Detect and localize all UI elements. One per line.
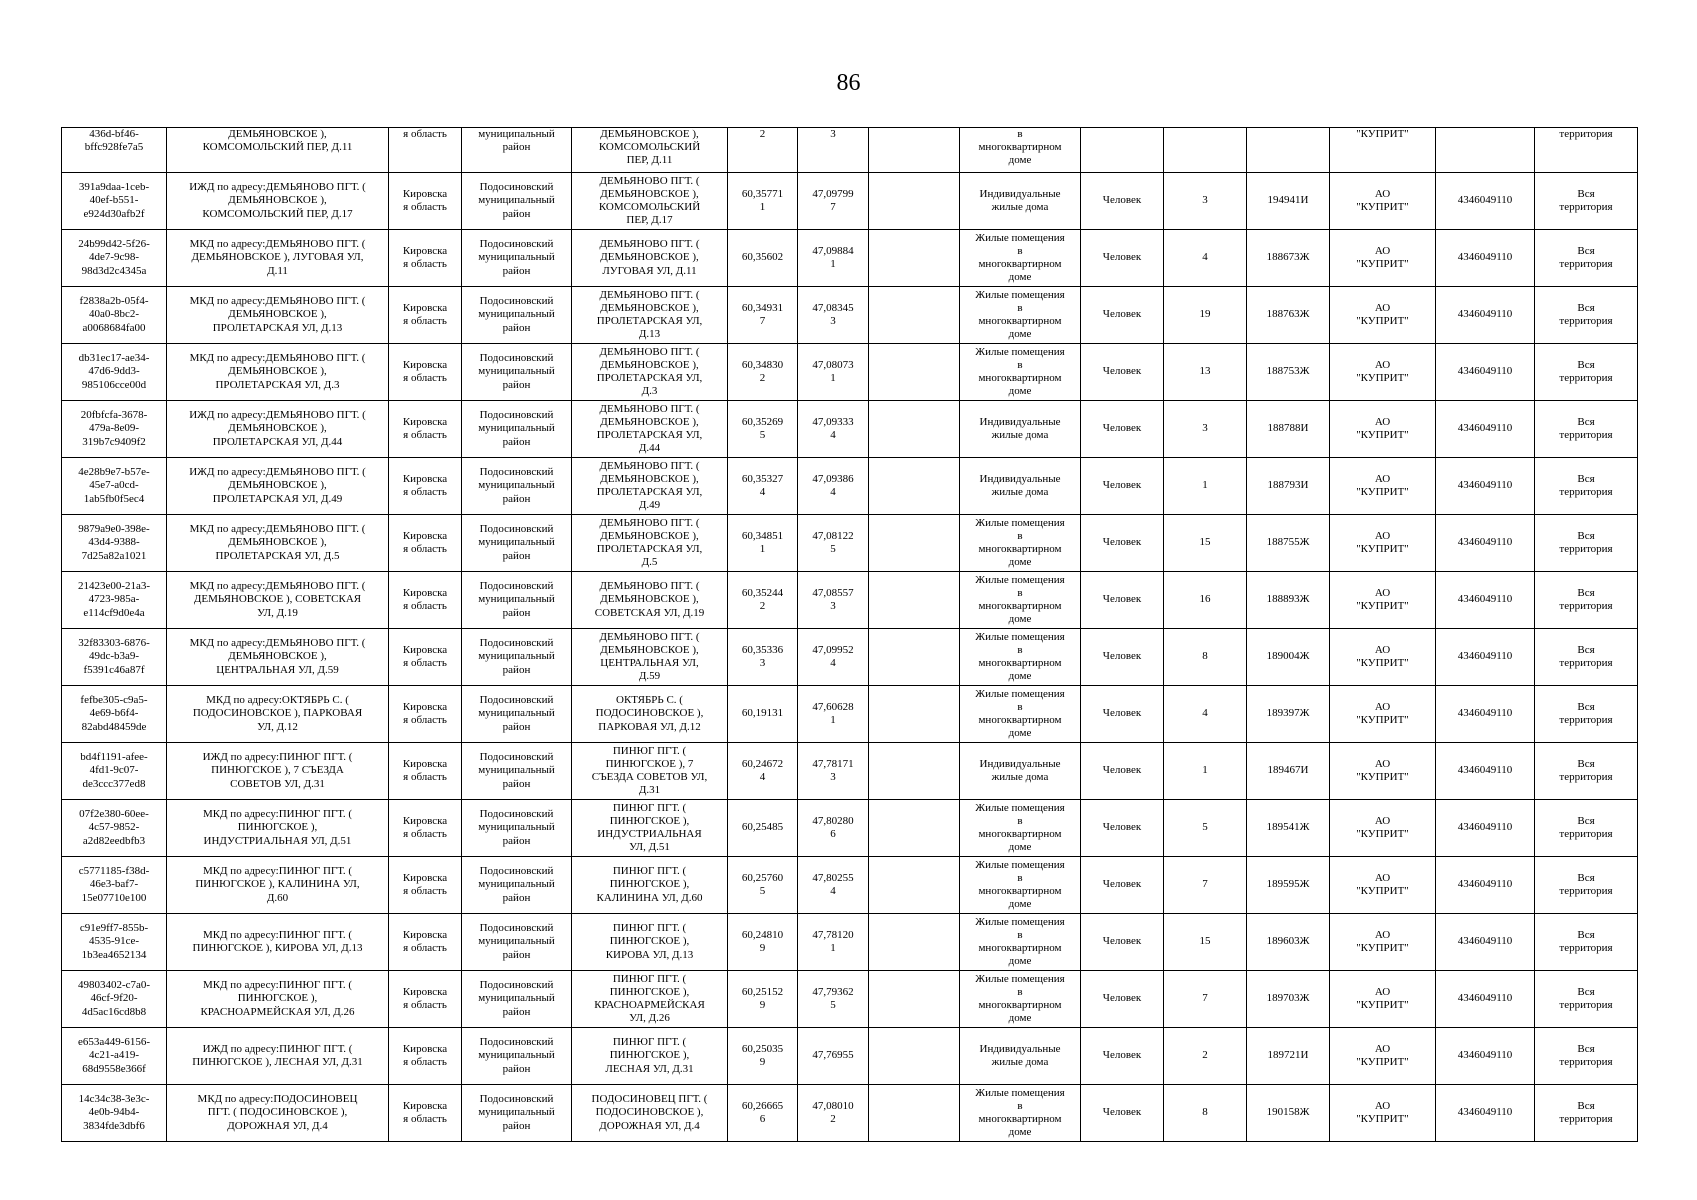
cell-district: Подосиновский муниципальный район (462, 800, 572, 857)
cell-lon: 47,09884 1 (798, 230, 869, 287)
cell-inn: 4346049110 (1436, 686, 1535, 743)
table-row (62, 800, 1638, 857)
cell-id: 14c34c38-3e3c- 4e0b-94b4- 3834fde3dbf6 (62, 1085, 167, 1142)
cell-territory: Вся территория (1535, 230, 1638, 287)
cell-inn: 4346049110 (1436, 401, 1535, 458)
cell-district: Подосиновский муниципальный район (462, 458, 572, 515)
cell-unit: Человек (1081, 401, 1164, 458)
cell-territory: Вся территория (1535, 800, 1638, 857)
cell-lat: 60,24810 9 (728, 914, 798, 971)
cell-category: Индивидуальные жилые дома (960, 458, 1081, 515)
cell-code (1247, 128, 1330, 173)
cell-locality: ДЕМЬЯНОВСКОЕ ), КОМСОМОЛЬСКИЙ ПЕР, Д.11 (572, 128, 728, 173)
cell-district: Подосиновский муниципальный район (462, 743, 572, 800)
cell-lon: 47,08122 5 (798, 515, 869, 572)
cell-category: Жилые помещения в многоквартирном доме (960, 1085, 1081, 1142)
cell-count: 7 (1164, 857, 1247, 914)
cell-code: 188753Ж (1247, 344, 1330, 401)
cell-count: 5 (1164, 800, 1247, 857)
cell-unit: Человек (1081, 458, 1164, 515)
cell-lat: 60,34830 2 (728, 344, 798, 401)
cell-inn: 4346049110 (1436, 287, 1535, 344)
cell-code: 189721И (1247, 1028, 1330, 1085)
cell-locality: ОКТЯБРЬ С. ( ПОДОСИНОВСКОЕ ), ПАРКОВАЯ УЛ, Д.12 (572, 686, 728, 743)
cell-lat: 60,35244 2 (728, 572, 798, 629)
cell-operator: АО "КУПРИТ" (1330, 401, 1436, 458)
cell-category: Жилые помещения в многоквартирном доме (960, 686, 1081, 743)
cell-lon: 47,08073 1 (798, 344, 869, 401)
cell-code: 189004Ж (1247, 629, 1330, 686)
cell-id: c5771185-f38d- 46e3-baf7- 15e07710e100 (62, 857, 167, 914)
cell-empty1 (869, 515, 960, 572)
cell-id: 21423e00-21a3- 4723-985a- e114cf9d0e4a (62, 572, 167, 629)
cell-lat: 60,34851 1 (728, 515, 798, 572)
cell-inn: 4346049110 (1436, 173, 1535, 230)
cell-lon: 47,80280 6 (798, 800, 869, 857)
cell-operator: АО "КУПРИТ" (1330, 458, 1436, 515)
cell-empty1 (869, 458, 960, 515)
cell-category: Жилые помещения в многоквартирном доме (960, 287, 1081, 344)
cell-lon: 47,78171 3 (798, 743, 869, 800)
cell-locality: ДЕМЬЯНОВО ПГТ. ( ДЕМЬЯНОВСКОЕ ), ПРОЛЕТАРСКАЯ УЛ, Д.13 (572, 287, 728, 344)
cell-territory: Вся территория (1535, 1028, 1638, 1085)
cell-count: 1 (1164, 458, 1247, 515)
cell-locality: ДЕМЬЯНОВО ПГТ. ( ДЕМЬЯНОВСКОЕ ), ПРОЛЕТАРСКАЯ УЛ, Д.44 (572, 401, 728, 458)
table-row (62, 686, 1638, 743)
cell-empty1 (869, 914, 960, 971)
cell-lon: 47,80255 4 (798, 857, 869, 914)
cell-unit: Человек (1081, 971, 1164, 1028)
cell-address: МКД по адресу:ОКТЯБРЬ С. ( ПОДОСИНОВСКОЕ ), ПАРКОВАЯ УЛ, Д.12 (167, 686, 389, 743)
cell-count: 15 (1164, 515, 1247, 572)
cell-inn: 4346049110 (1436, 857, 1535, 914)
cell-inn (1436, 128, 1535, 173)
cell-lon: 47,09952 4 (798, 629, 869, 686)
cell-region: Кировска я область (389, 686, 462, 743)
cell-lon: 47,76955 (798, 1028, 869, 1085)
cell-territory: Вся территория (1535, 743, 1638, 800)
cell-category: Индивидуальные жилые дома (960, 401, 1081, 458)
cell-locality: ДЕМЬЯНОВО ПГТ. ( ДЕМЬЯНОВСКОЕ ), СОВЕТСКАЯ УЛ, Д.19 (572, 572, 728, 629)
cell-operator: АО "КУПРИТ" (1330, 629, 1436, 686)
cell-count: 2 (1164, 1028, 1247, 1085)
cell-district: Подосиновский муниципальный район (462, 572, 572, 629)
cell-unit: Человек (1081, 857, 1164, 914)
cell-territory: Вся территория (1535, 857, 1638, 914)
cell-id: 4e28b9e7-b57e- 45e7-a0cd- 1ab5fb0f5ec4 (62, 458, 167, 515)
cell-operator: АО "КУПРИТ" (1330, 287, 1436, 344)
cell-region: Кировска я область (389, 1028, 462, 1085)
cell-category: Жилые помещения в многоквартирном доме (960, 857, 1081, 914)
cell-inn: 4346049110 (1436, 230, 1535, 287)
cell-locality: ДЕМЬЯНОВО ПГТ. ( ДЕМЬЯНОВСКОЕ ), ПРОЛЕТАРСКАЯ УЛ, Д.5 (572, 515, 728, 572)
table-row (62, 629, 1638, 686)
cell-lat: 2 (728, 128, 798, 173)
cell-count: 1 (1164, 743, 1247, 800)
cell-empty1 (869, 629, 960, 686)
cell-count: 7 (1164, 971, 1247, 1028)
cell-code: 188788И (1247, 401, 1330, 458)
cell-operator: АО "КУПРИТ" (1330, 173, 1436, 230)
cell-id: 20fbfcfa-3678- 479a-8e09- 319b7c9409f2 (62, 401, 167, 458)
cell-empty1 (869, 1085, 960, 1142)
cell-district: Подосиновский муниципальный район (462, 857, 572, 914)
cell-inn: 4346049110 (1436, 1085, 1535, 1142)
cell-inn: 4346049110 (1436, 971, 1535, 1028)
cell-unit: Человек (1081, 173, 1164, 230)
cell-territory: Вся территория (1535, 401, 1638, 458)
cell-category: Жилые помещения в многоквартирном доме (960, 230, 1081, 287)
cell-territory: Вся территория (1535, 629, 1638, 686)
table-row (62, 857, 1638, 914)
cell-inn: 4346049110 (1436, 572, 1535, 629)
cell-category: Жилые помещения в многоквартирном доме (960, 572, 1081, 629)
cell-lon: 47,09386 4 (798, 458, 869, 515)
cell-lat: 60,25485 (728, 800, 798, 857)
cell-address: МКД по адресу:ДЕМЬЯНОВО ПГТ. ( ДЕМЬЯНОВСКОЕ ), ПРОЛЕТАРСКАЯ УЛ, Д.5 (167, 515, 389, 572)
cell-operator: АО "КУПРИТ" (1330, 743, 1436, 800)
cell-empty1 (869, 971, 960, 1028)
cell-empty1 (869, 686, 960, 743)
cell-category: Жилые помещения в многоквартирном доме (960, 914, 1081, 971)
cell-lat: 60,35269 5 (728, 401, 798, 458)
cell-locality: ДЕМЬЯНОВО ПГТ. ( ДЕМЬЯНОВСКОЕ ), ЦЕНТРАЛЬНАЯ УЛ, Д.59 (572, 629, 728, 686)
cell-district: Подосиновский муниципальный район (462, 230, 572, 287)
cell-id: 391a9daa-1ceb- 40ef-b551- e924d30afb2f (62, 173, 167, 230)
cell-id: db31ec17-ae34- 47d6-9dd3- 985106cce00d (62, 344, 167, 401)
cell-territory: Вся территория (1535, 458, 1638, 515)
cell-address: МКД по адресу:ПОДОСИНОВЕЦ ПГТ. ( ПОДОСИНОВСКОЕ ), ДОРОЖНАЯ УЛ, Д.4 (167, 1085, 389, 1142)
cell-address: МКД по адресу:ДЕМЬЯНОВО ПГТ. ( ДЕМЬЯНОВСКОЕ ), ПРОЛЕТАРСКАЯ УЛ, Д.3 (167, 344, 389, 401)
cell-address: МКД по адресу:ПИНЮГ ПГТ. ( ПИНЮГСКОЕ ), КАЛИНИНА УЛ, Д.60 (167, 857, 389, 914)
cell-count: 13 (1164, 344, 1247, 401)
cell-operator: АО "КУПРИТ" (1330, 1085, 1436, 1142)
cell-territory: Вся территория (1535, 1085, 1638, 1142)
cell-locality: ПИНЮГ ПГТ. ( ПИНЮГСКОЕ ), КИРОВА УЛ, Д.13 (572, 914, 728, 971)
cell-count: 8 (1164, 629, 1247, 686)
cell-unit: Человек (1081, 629, 1164, 686)
cell-category: Индивидуальные жилые дома (960, 743, 1081, 800)
cell-region: Кировска я область (389, 230, 462, 287)
cell-locality: ПИНЮГ ПГТ. ( ПИНЮГСКОЕ ), ЛЕСНАЯ УЛ, Д.31 (572, 1028, 728, 1085)
cell-code: 189467И (1247, 743, 1330, 800)
cell-count (1164, 128, 1247, 173)
cell-lat: 60,26665 6 (728, 1085, 798, 1142)
cell-id: 32f83303-6876- 49dc-b3a9- f5391c46a87f (62, 629, 167, 686)
cell-district: Подосиновский муниципальный район (462, 1085, 572, 1142)
cell-locality: ПИНЮГ ПГТ. ( ПИНЮГСКОЕ ), ИНДУСТРИАЛЬНАЯ УЛ, Д.51 (572, 800, 728, 857)
cell-code: 188793И (1247, 458, 1330, 515)
cell-operator: АО "КУПРИТ" (1330, 971, 1436, 1028)
cell-lon: 47,08557 3 (798, 572, 869, 629)
cell-lat: 60,24672 4 (728, 743, 798, 800)
cell-district: муниципальный район (462, 128, 572, 173)
cell-empty1 (869, 857, 960, 914)
table-row (62, 173, 1638, 230)
cell-code: 189595Ж (1247, 857, 1330, 914)
cell-region: Кировска я область (389, 572, 462, 629)
cell-address: ИЖД по адресу:ДЕМЬЯНОВО ПГТ. ( ДЕМЬЯНОВСКОЕ ), КОМСОМОЛЬСКИЙ ПЕР, Д.17 (167, 173, 389, 230)
cell-address: МКД по адресу:ПИНЮГ ПГТ. ( ПИНЮГСКОЕ ), КИРОВА УЛ, Д.13 (167, 914, 389, 971)
cell-lat: 60,25035 9 (728, 1028, 798, 1085)
cell-empty1 (869, 128, 960, 173)
cell-inn: 4346049110 (1436, 1028, 1535, 1085)
table-row (62, 401, 1638, 458)
cell-locality: ПИНЮГ ПГТ. ( ПИНЮГСКОЕ ), КАЛИНИНА УЛ, Д.60 (572, 857, 728, 914)
cell-operator: АО "КУПРИТ" (1330, 686, 1436, 743)
cell-operator: АО "КУПРИТ" (1330, 515, 1436, 572)
cell-id: bd4f1191-afee- 4fd1-9c07- de3ccc377ed8 (62, 743, 167, 800)
cell-operator: АО "КУПРИТ" (1330, 914, 1436, 971)
cell-lat: 60,25152 9 (728, 971, 798, 1028)
cell-address: ИЖД по адресу:ПИНЮГ ПГТ. ( ПИНЮГСКОЕ ), 7 СЪЕЗДА СОВЕТОВ УЛ, Д.31 (167, 743, 389, 800)
cell-address: ДЕМЬЯНОВСКОЕ ), КОМСОМОЛЬСКИЙ ПЕР, Д.11 (167, 128, 389, 173)
cell-district: Подосиновский муниципальный район (462, 344, 572, 401)
cell-region: Кировска я область (389, 800, 462, 857)
cell-code: 188763Ж (1247, 287, 1330, 344)
cell-district: Подосиновский муниципальный район (462, 173, 572, 230)
cell-district: Подосиновский муниципальный район (462, 914, 572, 971)
cell-lat: 60,35327 4 (728, 458, 798, 515)
cell-lat: 60,25760 5 (728, 857, 798, 914)
cell-lon: 47,08010 2 (798, 1085, 869, 1142)
cell-region: Кировска я область (389, 458, 462, 515)
cell-district: Подосиновский муниципальный район (462, 515, 572, 572)
cell-unit: Человек (1081, 344, 1164, 401)
cell-code: 190158Ж (1247, 1085, 1330, 1142)
cell-code: 188673Ж (1247, 230, 1330, 287)
cell-count: 3 (1164, 401, 1247, 458)
cell-territory: Вся территория (1535, 287, 1638, 344)
cell-district: Подосиновский муниципальный район (462, 1028, 572, 1085)
table-row (62, 344, 1638, 401)
cell-empty1 (869, 401, 960, 458)
table-row (62, 743, 1638, 800)
cell-unit: Человек (1081, 914, 1164, 971)
cell-operator: АО "КУПРИТ" (1330, 1028, 1436, 1085)
cell-inn: 4346049110 (1436, 743, 1535, 800)
cell-code: 188755Ж (1247, 515, 1330, 572)
cell-id: c91e9ff7-855b- 4535-91ce- 1b3ea4652134 (62, 914, 167, 971)
cell-region: Кировска я область (389, 629, 462, 686)
cell-operator: АО "КУПРИТ" (1330, 572, 1436, 629)
cell-address: МКД по адресу:ДЕМЬЯНОВО ПГТ. ( ДЕМЬЯНОВСКОЕ ), ПРОЛЕТАРСКАЯ УЛ, Д.13 (167, 287, 389, 344)
cell-unit: Человек (1081, 287, 1164, 344)
cell-address: ИЖД по адресу:ДЕМЬЯНОВО ПГТ. ( ДЕМЬЯНОВСКОЕ ), ПРОЛЕТАРСКАЯ УЛ, Д.44 (167, 401, 389, 458)
cell-id: 436d-bf46- bffc928fe7a5 (62, 128, 167, 173)
cell-inn: 4346049110 (1436, 629, 1535, 686)
cell-territory: Вся территория (1535, 686, 1638, 743)
cell-operator: АО "КУПРИТ" (1330, 230, 1436, 287)
cell-region: Кировска я область (389, 857, 462, 914)
table-row (62, 1085, 1638, 1142)
cell-code: 189603Ж (1247, 914, 1330, 971)
cell-region: Кировска я область (389, 515, 462, 572)
cell-locality: ПИНЮГ ПГТ. ( ПИНЮГСКОЕ ), 7 СЪЕЗДА СОВЕТОВ УЛ, Д.31 (572, 743, 728, 800)
cell-empty1 (869, 572, 960, 629)
cell-empty1 (869, 800, 960, 857)
table-row (62, 230, 1638, 287)
cell-operator: АО "КУПРИТ" (1330, 857, 1436, 914)
cell-district: Подосиновский муниципальный район (462, 686, 572, 743)
cell-region: Кировска я область (389, 914, 462, 971)
cell-locality: ДЕМЬЯНОВО ПГТ. ( ДЕМЬЯНОВСКОЕ ), КОМСОМОЛЬСКИЙ ПЕР, Д.17 (572, 173, 728, 230)
cell-operator: "КУПРИТ" (1330, 128, 1436, 173)
cell-lon: 47,08345 3 (798, 287, 869, 344)
cell-locality: ПИНЮГ ПГТ. ( ПИНЮГСКОЕ ), КРАСНОАРМЕЙСКАЯ УЛ, Д.26 (572, 971, 728, 1028)
cell-territory: Вся территория (1535, 971, 1638, 1028)
cell-lon: 47,78120 1 (798, 914, 869, 971)
cell-inn: 4346049110 (1436, 800, 1535, 857)
cell-count: 4 (1164, 230, 1247, 287)
cell-count: 15 (1164, 914, 1247, 971)
cell-code: 189541Ж (1247, 800, 1330, 857)
cell-region: Кировска я область (389, 971, 462, 1028)
cell-id: 24b99d42-5f26- 4de7-9c98- 98d3d2c4345a (62, 230, 167, 287)
table-row (62, 287, 1638, 344)
cell-category: Жилые помещения в многоквартирном доме (960, 971, 1081, 1028)
cell-lon: 47,09799 7 (798, 173, 869, 230)
cell-lat: 60,35602 (728, 230, 798, 287)
table-row (62, 128, 1638, 173)
table-row (62, 458, 1638, 515)
cell-territory: Вся территория (1535, 173, 1638, 230)
cell-locality: ДЕМЬЯНОВО ПГТ. ( ДЕМЬЯНОВСКОЕ ), ЛУГОВАЯ УЛ, Д.11 (572, 230, 728, 287)
cell-count: 4 (1164, 686, 1247, 743)
cell-inn: 4346049110 (1436, 344, 1535, 401)
cell-inn: 4346049110 (1436, 914, 1535, 971)
cell-id: 49803402-c7a0- 46cf-9f20- 4d5ac16cd8b8 (62, 971, 167, 1028)
cell-lat: 60,35771 1 (728, 173, 798, 230)
cell-locality: ДЕМЬЯНОВО ПГТ. ( ДЕМЬЯНОВСКОЕ ), ПРОЛЕТАРСКАЯ УЛ, Д.3 (572, 344, 728, 401)
cell-unit (1081, 128, 1164, 173)
cell-count: 8 (1164, 1085, 1247, 1142)
cell-address: МКД по адресу:ДЕМЬЯНОВО ПГТ. ( ДЕМЬЯНОВСКОЕ ), ЛУГОВАЯ УЛ, Д.11 (167, 230, 389, 287)
table-row (62, 515, 1638, 572)
cell-region: я область (389, 128, 462, 173)
cell-empty1 (869, 1028, 960, 1085)
table-row (62, 572, 1638, 629)
page-number: 86 (836, 70, 861, 96)
cell-id: fefbe305-c9a5- 4e69-b6f4- 82abd48459de (62, 686, 167, 743)
cell-category: в многоквартирном доме (960, 128, 1081, 173)
cell-unit: Человек (1081, 515, 1164, 572)
cell-region: Кировска я область (389, 344, 462, 401)
cell-territory: Вся территория (1535, 572, 1638, 629)
cell-territory: территория (1535, 128, 1638, 173)
cell-lat: 60,19131 (728, 686, 798, 743)
cell-address: МКД по адресу:ПИНЮГ ПГТ. ( ПИНЮГСКОЕ ), ИНДУСТРИАЛЬНАЯ УЛ, Д.51 (167, 800, 389, 857)
cell-count: 16 (1164, 572, 1247, 629)
cell-locality: ДЕМЬЯНОВО ПГТ. ( ДЕМЬЯНОВСКОЕ ), ПРОЛЕТАРСКАЯ УЛ, Д.49 (572, 458, 728, 515)
cell-locality: ПОДОСИНОВЕЦ ПГТ. ( ПОДОСИНОВСКОЕ ), ДОРОЖНАЯ УЛ, Д.4 (572, 1085, 728, 1142)
cell-inn: 4346049110 (1436, 515, 1535, 572)
cell-address: МКД по адресу:ПИНЮГ ПГТ. ( ПИНЮГСКОЕ ), КРАСНОАРМЕЙСКАЯ УЛ, Д.26 (167, 971, 389, 1028)
cell-id: e653a449-6156- 4c21-a419- 68d9558e366f (62, 1028, 167, 1085)
cell-unit: Человек (1081, 572, 1164, 629)
cell-unit: Человек (1081, 230, 1164, 287)
cell-unit: Человек (1081, 1085, 1164, 1142)
cell-category: Индивидуальные жилые дома (960, 173, 1081, 230)
cell-empty1 (869, 173, 960, 230)
cell-empty1 (869, 230, 960, 287)
cell-lat: 60,34931 7 (728, 287, 798, 344)
cell-empty1 (869, 743, 960, 800)
cell-category: Жилые помещения в многоквартирном доме (960, 515, 1081, 572)
cell-code: 188893Ж (1247, 572, 1330, 629)
cell-unit: Человек (1081, 686, 1164, 743)
cell-lon: 47,60628 1 (798, 686, 869, 743)
cell-id: 9879a9e0-398e- 43d4-9388- 7d25a82a1021 (62, 515, 167, 572)
cell-empty1 (869, 344, 960, 401)
cell-region: Кировска я область (389, 401, 462, 458)
cell-category: Жилые помещения в многоквартирном доме (960, 344, 1081, 401)
cell-district: Подосиновский муниципальный район (462, 287, 572, 344)
cell-unit: Человек (1081, 743, 1164, 800)
cell-territory: Вся территория (1535, 344, 1638, 401)
cell-operator: АО "КУПРИТ" (1330, 344, 1436, 401)
cell-unit: Человек (1081, 1028, 1164, 1085)
cell-address: МКД по адресу:ДЕМЬЯНОВО ПГТ. ( ДЕМЬЯНОВСКОЕ ), ЦЕНТРАЛЬНАЯ УЛ, Д.59 (167, 629, 389, 686)
cell-category: Жилые помещения в многоквартирном доме (960, 629, 1081, 686)
registry-table (61, 127, 1638, 1142)
cell-code: 189397Ж (1247, 686, 1330, 743)
cell-category: Индивидуальные жилые дома (960, 1028, 1081, 1085)
cell-region: Кировска я область (389, 173, 462, 230)
cell-count: 3 (1164, 173, 1247, 230)
cell-address: ИЖД по адресу:ДЕМЬЯНОВО ПГТ. ( ДЕМЬЯНОВСКОЕ ), ПРОЛЕТАРСКАЯ УЛ, Д.49 (167, 458, 389, 515)
cell-address: МКД по адресу:ДЕМЬЯНОВО ПГТ. ( ДЕМЬЯНОВСКОЕ ), СОВЕТСКАЯ УЛ, Д.19 (167, 572, 389, 629)
cell-id: 07f2e380-60ee- 4c57-9852- a2d82eedbfb3 (62, 800, 167, 857)
cell-address: ИЖД по адресу:ПИНЮГ ПГТ. ( ПИНЮГСКОЕ ), ЛЕСНАЯ УЛ, Д.31 (167, 1028, 389, 1085)
cell-district: Подосиновский муниципальный район (462, 401, 572, 458)
cell-id: f2838a2b-05f4- 40a0-8bc2- a0068684fa00 (62, 287, 167, 344)
cell-lat: 60,35336 3 (728, 629, 798, 686)
table-row (62, 914, 1638, 971)
cell-empty1 (869, 287, 960, 344)
cell-territory: Вся территория (1535, 914, 1638, 971)
cell-lon: 47,09333 4 (798, 401, 869, 458)
table-row (62, 971, 1638, 1028)
cell-lon: 47,79362 5 (798, 971, 869, 1028)
table-row (62, 1028, 1638, 1085)
cell-district: Подосиновский муниципальный район (462, 971, 572, 1028)
cell-region: Кировска я область (389, 743, 462, 800)
cell-operator: АО "КУПРИТ" (1330, 800, 1436, 857)
cell-region: Кировска я область (389, 287, 462, 344)
cell-region: Кировска я область (389, 1085, 462, 1142)
cell-inn: 4346049110 (1436, 458, 1535, 515)
cell-unit: Человек (1081, 800, 1164, 857)
cell-category: Жилые помещения в многоквартирном доме (960, 800, 1081, 857)
cell-district: Подосиновский муниципальный район (462, 629, 572, 686)
cell-lon: 3 (798, 128, 869, 173)
cell-code: 189703Ж (1247, 971, 1330, 1028)
cell-territory: Вся территория (1535, 515, 1638, 572)
cell-count: 19 (1164, 287, 1247, 344)
cell-code: 194941И (1247, 173, 1330, 230)
